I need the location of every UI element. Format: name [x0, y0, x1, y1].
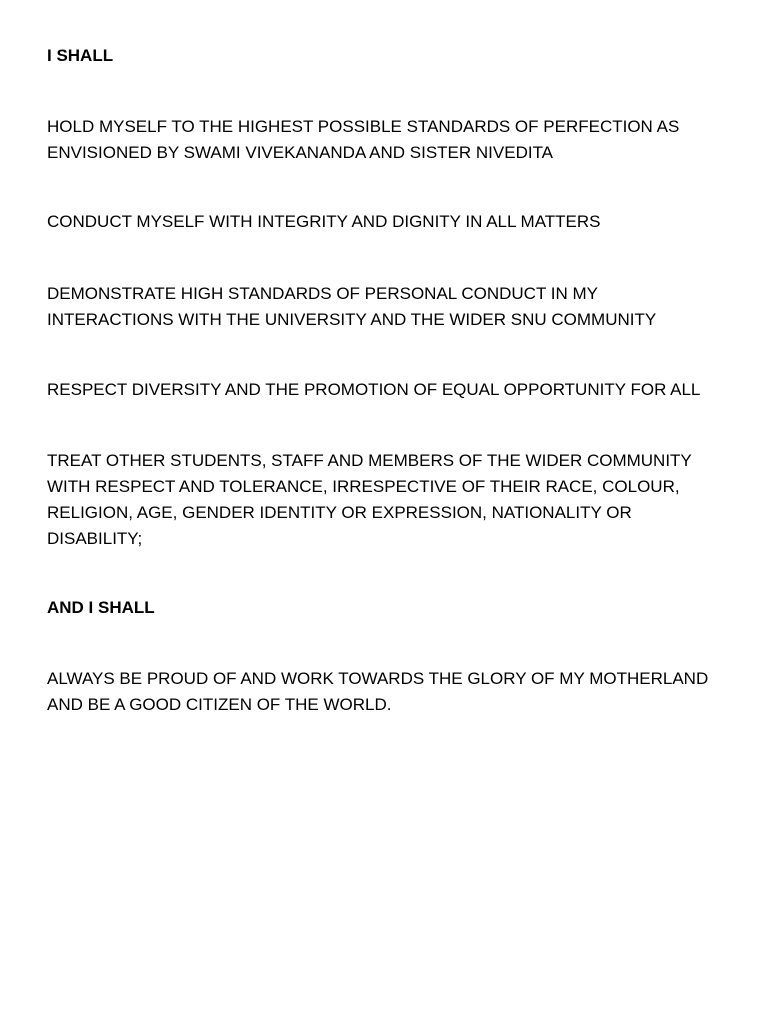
clause-line: INTERACTIONS WITH THE UNIVERSITY AND THE WIDER SNU COMMUNITY [47, 310, 657, 329]
clause-line: AND BE A GOOD CITIZEN OF THE WORLD. [47, 695, 392, 714]
clause-line: HOLD MYSELF TO THE HIGHEST POSSIBLE STANDARDS OF PERFECTION AS [47, 117, 680, 136]
clause-line: WITH RESPECT AND TOLERANCE, IRRESPECTIVE OF THEIR RACE, COLOUR, [47, 477, 680, 496]
clause-line: DEMONSTRATE HIGH STANDARDS OF PERSONAL CONDUCT IN MY [47, 284, 598, 303]
clause-respect-tolerance [47, 448, 737, 552]
clause-motherland [47, 666, 737, 718]
clause-line: CONDUCT MYSELF WITH INTEGRITY AND DIGNITY IN ALL MATTERS [47, 212, 601, 231]
heading-and-i-shall: AND I SHALL [47, 598, 155, 617]
clause-diversity [47, 377, 737, 403]
clause-integrity [47, 209, 737, 235]
clause-line: ENVISIONED BY SWAMI VIVEKANANDA AND SISTER NIVEDITA [47, 143, 554, 162]
clause-line: RELIGION, AGE, GENDER IDENTITY OR EXPRESSION, NATIONALITY OR [47, 503, 632, 522]
heading-i-shall: I SHALL [47, 46, 114, 65]
clause-line: RESPECT DIVERSITY AND THE PROMOTION OF EQUAL OPPORTUNITY FOR ALL [47, 380, 701, 399]
clause-line: ALWAYS BE PROUD OF AND WORK TOWARDS THE GLORY OF MY MOTHERLAND [47, 669, 709, 688]
clause-line: DISABILITY; [47, 529, 143, 548]
clause-perfection [47, 114, 737, 166]
clause-line: TREAT OTHER STUDENTS, STAFF AND MEMBERS OF THE WIDER COMMUNITY [47, 451, 692, 470]
clause-personal-conduct [47, 281, 737, 333]
